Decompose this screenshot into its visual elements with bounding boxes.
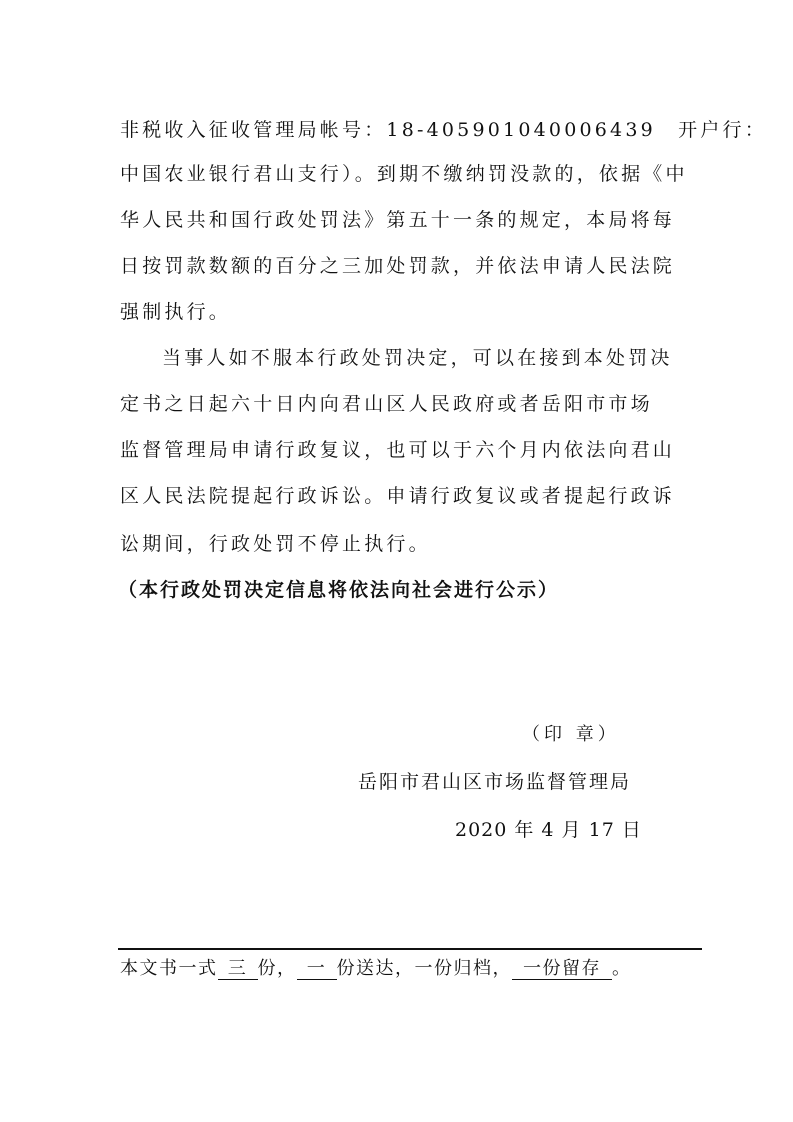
body-line-9: 区人民法院提起行政诉讼。申请行政复议或者提起行政诉 bbox=[120, 485, 676, 507]
sent-count: 一 bbox=[297, 959, 337, 980]
issuing-organization: 岳阳市君山区市场监督管理局 bbox=[358, 771, 632, 793]
body-line-10: 讼期间，行政处罚不停止执行。 bbox=[120, 533, 431, 555]
footer-suffix: 。 bbox=[612, 958, 632, 979]
body-line-1: 非税收入征收管理局帐号：18-405901040006439 开户行： bbox=[120, 119, 767, 141]
body-line-2: 中国农业银行君山支行）。到期不缴纳罚没款的，依据《中 bbox=[120, 163, 688, 185]
footer-divider bbox=[118, 948, 702, 950]
body-line-5: 强制执行。 bbox=[120, 301, 232, 323]
kept-copy: 一份留存 bbox=[512, 959, 612, 980]
body-line-8: 监督管理局申请行政复议，也可以于六个月内依法向君山 bbox=[120, 439, 676, 461]
body-line-7: 定书之日起六十日内向君山区人民政府或者岳阳市市场 bbox=[120, 393, 653, 415]
body-line-4: 日按罚款数额的百分之三加处罚款，并依法申请人民法院 bbox=[120, 255, 676, 277]
footer-part-1: 份， bbox=[257, 958, 297, 979]
copies-count: 三 bbox=[218, 959, 258, 980]
publicity-notice: （本行政处罚决定信息将依法向社会进行公示） bbox=[118, 579, 560, 601]
footer-part-2: 份送达，一份归档， bbox=[336, 958, 512, 979]
copies-footer bbox=[120, 957, 632, 981]
body-line-3: 华人民共和国行政处罚法》第五十一条的规定，本局将每 bbox=[120, 209, 676, 231]
body-line-6: 当事人如不服本行政处罚决定，可以在接到本处罚决 bbox=[162, 347, 673, 369]
issue-date: 2020 年 4 月 17 日 bbox=[455, 819, 642, 841]
footer-prefix: 本文书一式 bbox=[120, 958, 218, 979]
seal-label: （印 章） bbox=[522, 724, 620, 745]
